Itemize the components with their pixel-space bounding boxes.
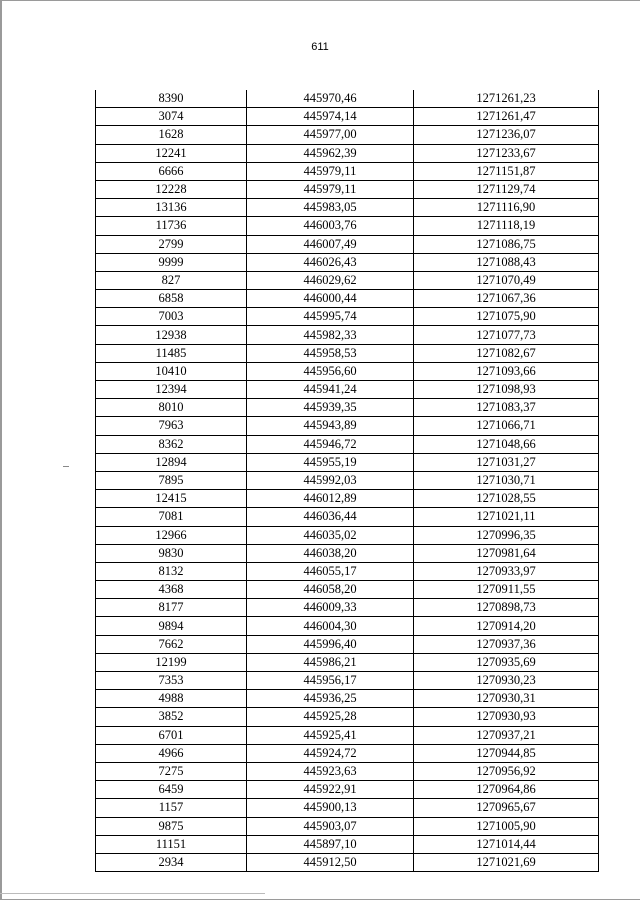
table-row (96, 690, 599, 708)
x-coordinate-cell: 446029,62 (247, 271, 414, 289)
table-row (96, 508, 599, 526)
point-number-cell: 12228 (96, 180, 247, 198)
point-number-cell: 3074 (96, 108, 247, 126)
x-coordinate-cell: 446007,49 (247, 235, 414, 253)
point-number-cell: 12415 (96, 490, 247, 508)
point-number-cell: 12938 (96, 326, 247, 344)
point-number-cell: 8010 (96, 399, 247, 417)
point-number-cell: 7081 (96, 508, 247, 526)
table-row (96, 362, 599, 380)
y-coordinate-cell: 1270930,23 (414, 672, 599, 690)
y-coordinate-cell: 1270964,86 (414, 781, 599, 799)
y-coordinate-cell: 1271233,67 (414, 144, 599, 162)
x-coordinate-cell: 445946,72 (247, 435, 414, 453)
x-coordinate-cell: 445986,21 (247, 653, 414, 671)
y-coordinate-cell: 1270898,73 (414, 599, 599, 617)
x-coordinate-cell: 445974,14 (247, 108, 414, 126)
x-coordinate-cell: 446009,33 (247, 599, 414, 617)
table-row (96, 344, 599, 362)
table-row (96, 799, 599, 817)
x-coordinate-cell: 445922,91 (247, 781, 414, 799)
point-number-cell: 9830 (96, 544, 247, 562)
y-coordinate-cell: 1270956,92 (414, 762, 599, 780)
y-coordinate-cell: 1271021,69 (414, 853, 599, 871)
point-number-cell: 13136 (96, 199, 247, 217)
y-coordinate-cell: 1271116,90 (414, 199, 599, 217)
point-number-cell: 7353 (96, 672, 247, 690)
y-coordinate-cell: 1271261,47 (414, 108, 599, 126)
x-coordinate-cell: 446000,44 (247, 290, 414, 308)
table-row (96, 653, 599, 671)
x-coordinate-cell: 445900,13 (247, 799, 414, 817)
point-number-cell: 9894 (96, 617, 247, 635)
point-number-cell: 3852 (96, 708, 247, 726)
point-number-cell: 12894 (96, 453, 247, 471)
point-number-cell: 7275 (96, 762, 247, 780)
margin-mark (63, 466, 69, 467)
y-coordinate-cell: 1270965,67 (414, 799, 599, 817)
x-coordinate-cell: 445897,10 (247, 835, 414, 853)
table-row (96, 817, 599, 835)
table-row (96, 435, 599, 453)
y-coordinate-cell: 1271093,66 (414, 362, 599, 380)
table-row (96, 599, 599, 617)
point-number-cell: 8390 (96, 90, 247, 108)
table-row (96, 180, 599, 198)
y-coordinate-cell: 1271118,19 (414, 217, 599, 235)
y-coordinate-cell: 1271151,87 (414, 162, 599, 180)
table-row (96, 417, 599, 435)
x-coordinate-cell: 446036,44 (247, 508, 414, 526)
point-number-cell: 12966 (96, 526, 247, 544)
x-coordinate-cell: 445939,35 (247, 399, 414, 417)
table-row (96, 308, 599, 326)
x-coordinate-cell: 445925,41 (247, 726, 414, 744)
table-row (96, 126, 599, 144)
coordinates-table-body (96, 90, 599, 872)
table-row (96, 217, 599, 235)
x-coordinate-cell: 445996,40 (247, 635, 414, 653)
table-row (96, 381, 599, 399)
y-coordinate-cell: 1270937,21 (414, 726, 599, 744)
x-coordinate-cell: 445962,39 (247, 144, 414, 162)
y-coordinate-cell: 1270935,69 (414, 653, 599, 671)
table-row (96, 581, 599, 599)
x-coordinate-cell: 446035,02 (247, 526, 414, 544)
y-coordinate-cell: 1270937,36 (414, 635, 599, 653)
y-coordinate-cell: 1271014,44 (414, 835, 599, 853)
table-row (96, 290, 599, 308)
y-coordinate-cell: 1271098,93 (414, 381, 599, 399)
y-coordinate-cell: 1271236,07 (414, 126, 599, 144)
point-number-cell: 7963 (96, 417, 247, 435)
table-row (96, 399, 599, 417)
point-number-cell: 11736 (96, 217, 247, 235)
point-number-cell: 7895 (96, 471, 247, 489)
table-row (96, 90, 599, 108)
point-number-cell: 6459 (96, 781, 247, 799)
x-coordinate-cell: 445995,74 (247, 308, 414, 326)
point-number-cell: 10410 (96, 362, 247, 380)
table-row (96, 162, 599, 180)
x-coordinate-cell: 445943,89 (247, 417, 414, 435)
y-coordinate-cell: 1271083,37 (414, 399, 599, 417)
x-coordinate-cell: 445903,07 (247, 817, 414, 835)
table-row (96, 144, 599, 162)
point-number-cell: 2799 (96, 235, 247, 253)
y-coordinate-cell: 1270981,64 (414, 544, 599, 562)
x-coordinate-cell: 445970,46 (247, 90, 414, 108)
point-number-cell: 1628 (96, 126, 247, 144)
table-row (96, 235, 599, 253)
y-coordinate-cell: 1271067,36 (414, 290, 599, 308)
y-coordinate-cell: 1271088,43 (414, 253, 599, 271)
x-coordinate-cell: 445955,19 (247, 453, 414, 471)
y-coordinate-cell: 1271066,71 (414, 417, 599, 435)
y-coordinate-cell: 1271261,23 (414, 90, 599, 108)
table-row (96, 744, 599, 762)
point-number-cell: 9875 (96, 817, 247, 835)
point-number-cell: 6666 (96, 162, 247, 180)
point-number-cell: 1157 (96, 799, 247, 817)
table-row (96, 672, 599, 690)
x-coordinate-cell: 446058,20 (247, 581, 414, 599)
x-coordinate-cell: 445979,11 (247, 162, 414, 180)
table-row (96, 271, 599, 289)
table-row (96, 853, 599, 871)
x-coordinate-cell: 445936,25 (247, 690, 414, 708)
x-coordinate-cell: 446004,30 (247, 617, 414, 635)
y-coordinate-cell: 1271021,11 (414, 508, 599, 526)
y-coordinate-cell: 1270944,85 (414, 744, 599, 762)
y-coordinate-cell: 1271030,71 (414, 471, 599, 489)
x-coordinate-cell: 445925,28 (247, 708, 414, 726)
x-coordinate-cell: 445983,05 (247, 199, 414, 217)
table-row (96, 199, 599, 217)
x-coordinate-cell: 445924,72 (247, 744, 414, 762)
y-coordinate-cell: 1270996,35 (414, 526, 599, 544)
y-coordinate-cell: 1271086,75 (414, 235, 599, 253)
x-coordinate-cell: 445979,11 (247, 180, 414, 198)
x-coordinate-cell: 446055,17 (247, 562, 414, 580)
table-row (96, 526, 599, 544)
x-coordinate-cell: 445992,03 (247, 471, 414, 489)
point-number-cell: 8132 (96, 562, 247, 580)
x-coordinate-cell: 445982,33 (247, 326, 414, 344)
table-row (96, 562, 599, 580)
x-coordinate-cell: 445977,00 (247, 126, 414, 144)
point-number-cell: 4368 (96, 581, 247, 599)
table-row (96, 108, 599, 126)
coordinates-table (95, 90, 599, 872)
x-coordinate-cell: 446012,89 (247, 490, 414, 508)
y-coordinate-cell: 1270930,31 (414, 690, 599, 708)
y-coordinate-cell: 1270930,93 (414, 708, 599, 726)
table-row (96, 708, 599, 726)
table-row (96, 490, 599, 508)
table-row (96, 326, 599, 344)
y-coordinate-cell: 1271048,66 (414, 435, 599, 453)
y-coordinate-cell: 1271129,74 (414, 180, 599, 198)
page-number: 611 (311, 41, 329, 53)
x-coordinate-cell: 445958,53 (247, 344, 414, 362)
point-number-cell: 12241 (96, 144, 247, 162)
y-coordinate-cell: 1270933,97 (414, 562, 599, 580)
table-row (96, 253, 599, 271)
x-coordinate-cell: 445923,63 (247, 762, 414, 780)
table-row (96, 544, 599, 562)
y-coordinate-cell: 1271077,73 (414, 326, 599, 344)
table-row (96, 617, 599, 635)
point-number-cell: 7662 (96, 635, 247, 653)
x-coordinate-cell: 446003,76 (247, 217, 414, 235)
y-coordinate-cell: 1271031,27 (414, 453, 599, 471)
table-row (96, 762, 599, 780)
point-number-cell: 4966 (96, 744, 247, 762)
point-number-cell: 2934 (96, 853, 247, 871)
point-number-cell: 7003 (96, 308, 247, 326)
x-coordinate-cell: 446026,43 (247, 253, 414, 271)
x-coordinate-cell: 445941,24 (247, 381, 414, 399)
point-number-cell: 8362 (96, 435, 247, 453)
y-coordinate-cell: 1271075,90 (414, 308, 599, 326)
table-row (96, 726, 599, 744)
y-coordinate-cell: 1271070,49 (414, 271, 599, 289)
table-row (96, 635, 599, 653)
table-row (96, 471, 599, 489)
point-number-cell: 12199 (96, 653, 247, 671)
point-number-cell: 827 (96, 271, 247, 289)
table-row (96, 781, 599, 799)
table-row (96, 453, 599, 471)
x-coordinate-cell: 445912,50 (247, 853, 414, 871)
y-coordinate-cell: 1271005,90 (414, 817, 599, 835)
x-coordinate-cell: 445956,60 (247, 362, 414, 380)
point-number-cell: 6701 (96, 726, 247, 744)
x-coordinate-cell: 445956,17 (247, 672, 414, 690)
x-coordinate-cell: 446038,20 (247, 544, 414, 562)
point-number-cell: 6858 (96, 290, 247, 308)
footer-rule (0, 893, 265, 894)
y-coordinate-cell: 1271082,67 (414, 344, 599, 362)
y-coordinate-cell: 1271028,55 (414, 490, 599, 508)
point-number-cell: 11485 (96, 344, 247, 362)
table-row (96, 835, 599, 853)
y-coordinate-cell: 1270911,55 (414, 581, 599, 599)
point-number-cell: 4988 (96, 690, 247, 708)
point-number-cell: 12394 (96, 381, 247, 399)
point-number-cell: 11151 (96, 835, 247, 853)
y-coordinate-cell: 1270914,20 (414, 617, 599, 635)
point-number-cell: 9999 (96, 253, 247, 271)
point-number-cell: 8177 (96, 599, 247, 617)
